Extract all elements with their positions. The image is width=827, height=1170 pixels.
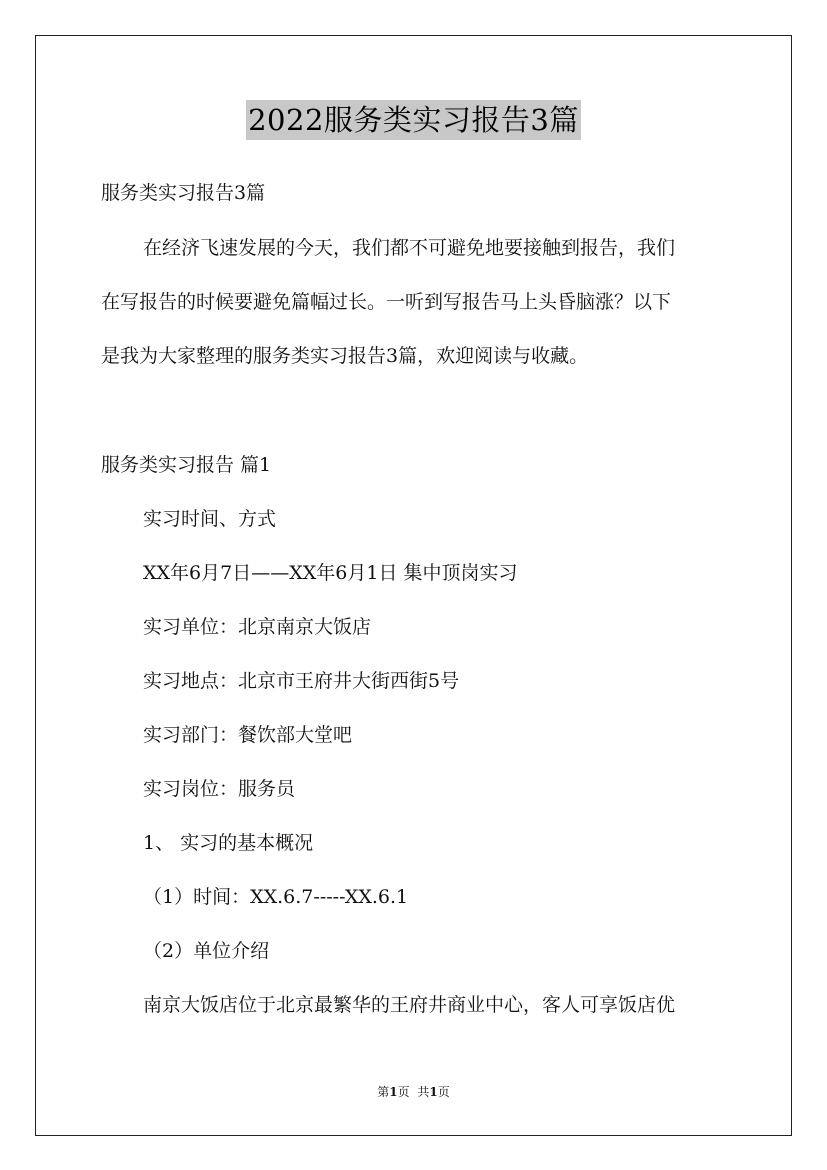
body-line-time: （1）时间：XX.6.7-----XX.6.1	[143, 886, 409, 908]
intro-line-1: 在经济飞速发展的今天，我们都不可避免地要接触到报告，我们	[143, 237, 676, 259]
title-container	[0, 100, 827, 140]
footer-page-number: 1	[389, 1085, 398, 1099]
footer-total-prefix: 共	[417, 1085, 430, 1099]
body-line-hotel-description: 南京大饭店位于北京最繁华的王府井商业中心，客人可享饭店优	[143, 994, 676, 1016]
body-line-location: 实习地点：北京市王府井大街西街5号	[143, 670, 460, 692]
footer-page-prefix: 第	[377, 1085, 390, 1099]
page-footer	[0, 1084, 827, 1100]
footer-total-suffix: 页	[437, 1085, 450, 1099]
footer-total-number: 1	[429, 1085, 438, 1099]
intro-line-3: 是我为大家整理的服务类实习报告3篇，欢迎阅读与收藏。	[101, 345, 589, 367]
footer-page-suffix: 页	[397, 1085, 410, 1099]
body-line-overview: 1、 实习的基本概况	[143, 832, 314, 854]
body-line-unit: 实习单位：北京南京大饭店	[143, 616, 372, 638]
document-subtitle: 服务类实习报告3篇	[101, 182, 266, 204]
body-line-unit-intro: （2）单位介绍	[143, 940, 270, 962]
document-title: 2022服务类实习报告3篇	[246, 100, 581, 140]
intro-line-2: 在写报告的时候要避免篇幅过长。一听到写报告马上头昏脑涨？以下	[101, 291, 672, 313]
body-line-dates: XX年6月7日——XX年6月1日 集中顶岗实习	[143, 562, 518, 584]
body-line-internship-time: 实习时间、方式	[143, 508, 277, 530]
body-line-department: 实习部门：餐饮部大堂吧	[143, 724, 353, 746]
section-heading: 服务类实习报告 篇1	[101, 454, 272, 476]
body-line-position: 实习岗位：服务员	[143, 778, 296, 800]
